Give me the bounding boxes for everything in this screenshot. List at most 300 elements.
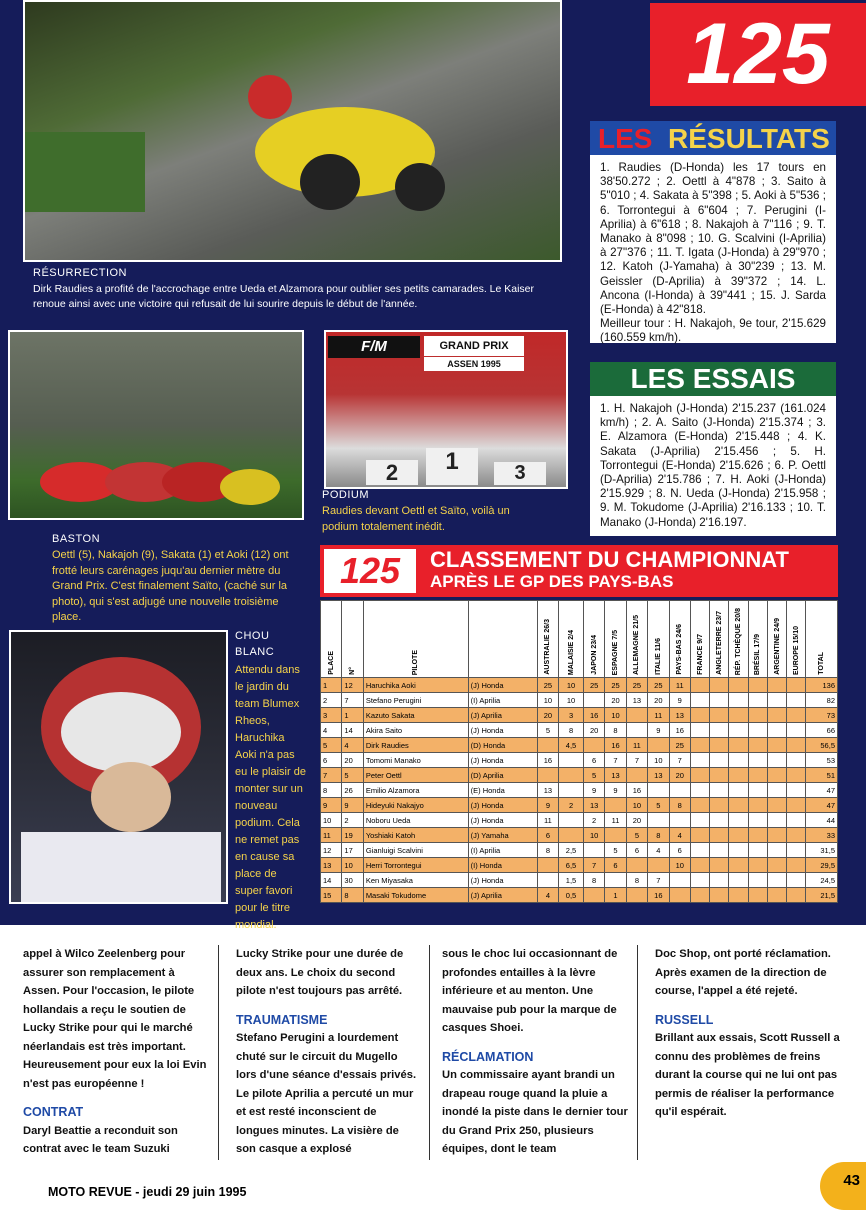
- table-cell: 25: [537, 678, 558, 693]
- table-cell: [787, 753, 806, 768]
- table-cell: 7: [648, 873, 669, 888]
- table-cell: (J) Aprilia: [468, 708, 537, 723]
- table-cell: [767, 723, 786, 738]
- table-cell: 9: [321, 798, 342, 813]
- table-cell: (J) Honda: [468, 873, 537, 888]
- table-cell: 9: [342, 798, 363, 813]
- table-cell: 1: [321, 678, 342, 693]
- race-photo-raudies: [23, 0, 562, 262]
- table-cell: [710, 768, 729, 783]
- table-cell: [710, 783, 729, 798]
- table-cell: [787, 708, 806, 723]
- table-cell: [787, 693, 806, 708]
- table-cell: [767, 738, 786, 753]
- table-cell: [787, 798, 806, 813]
- standings-header-label: PILOTE: [412, 649, 420, 675]
- table-cell: 7: [626, 753, 647, 768]
- table-cell: 10: [626, 798, 647, 813]
- table-cell: 16: [605, 738, 626, 753]
- table-cell: [767, 858, 786, 873]
- table-cell: [729, 798, 748, 813]
- table-cell: 73: [806, 708, 838, 723]
- table-cell: [729, 708, 748, 723]
- table-cell: [690, 873, 709, 888]
- table-cell: 15: [321, 888, 342, 903]
- standings-header: [320, 545, 838, 597]
- table-cell: 16: [648, 888, 669, 903]
- table-cell: [690, 843, 709, 858]
- table-cell: 12: [342, 678, 363, 693]
- table-cell: [537, 873, 558, 888]
- table-cell: 1,5: [559, 873, 584, 888]
- table-cell: 14: [342, 723, 363, 738]
- table-cell: 10: [559, 693, 584, 708]
- standings-header-cell: [729, 601, 748, 678]
- article-column-1: [23, 945, 213, 1159]
- table-cell: 20: [342, 753, 363, 768]
- table-cell: [648, 813, 669, 828]
- table-cell: Ken Miyasaka: [363, 873, 468, 888]
- table-cell: [787, 678, 806, 693]
- table-cell: Yoshiaki Katoh: [363, 828, 468, 843]
- article-paragraph: Un commissaire ayant brandi un drapeau rouge quand la pluie a inondé la piste dans le dernier tour du Grand Prix 250, plusieurs équipes, dont le team: [442, 1069, 628, 1155]
- table-cell: 33: [806, 828, 838, 843]
- table-cell: [787, 873, 806, 888]
- table-cell: [559, 813, 584, 828]
- table-cell: [690, 708, 709, 723]
- table-cell: 11: [648, 708, 669, 723]
- table-cell: [690, 693, 709, 708]
- table-cell: 11: [669, 678, 690, 693]
- table-cell: 4: [669, 828, 690, 843]
- table-cell: [710, 678, 729, 693]
- table-cell: 3: [321, 708, 342, 723]
- table-cell: 16: [583, 708, 604, 723]
- article-paragraph: Daryl Beattie a reconduit son contrat avec le team Suzuki: [23, 1124, 178, 1155]
- standings-header-cell: [321, 601, 342, 678]
- table-cell: [787, 828, 806, 843]
- table-cell: (J) Honda: [468, 798, 537, 813]
- table-cell: [690, 888, 709, 903]
- table-row: [321, 693, 838, 708]
- table-cell: 3: [559, 708, 584, 723]
- table-cell: Masaki Tokudome: [363, 888, 468, 903]
- caption-resurrection-text: Dirk Raudies a profité de l'accrochage entre Ueda et Alzamora pour oublier ses petits camarades. Le Kaiser renoue ainsi avec une victoire qui refusait de lui sourire depuis le début de l'année.: [33, 283, 535, 310]
- standings-header-label: N°: [349, 667, 357, 675]
- table-cell: 24,5: [806, 873, 838, 888]
- results-header-les: LES: [598, 123, 653, 154]
- race-photo-pack: [8, 330, 304, 520]
- standings-header-label: PLACE: [327, 651, 335, 675]
- standings-header-cell: [767, 601, 786, 678]
- table-cell: 6: [583, 753, 604, 768]
- table-cell: 5: [605, 843, 626, 858]
- table-cell: [690, 738, 709, 753]
- table-cell: 9: [605, 783, 626, 798]
- article-paragraph: Lucky Strike pour une durée de deux ans. Le choix du second pilote n'est toujours pas arrêté.: [236, 948, 404, 997]
- page-number: 43: [820, 1162, 866, 1210]
- table-cell: 11: [321, 828, 342, 843]
- standings-header-label: ANGLETERRE 23/7: [715, 611, 723, 675]
- caption-chou-title: CHOU BLANC: [235, 630, 275, 658]
- standings-title: CLASSEMENT DU CHAMPIONNAT: [430, 547, 789, 572]
- table-cell: Tomomi Manako: [363, 753, 468, 768]
- table-cell: [729, 783, 748, 798]
- table-cell: (J) Yamaha: [468, 828, 537, 843]
- podium-step-1: 1: [426, 448, 478, 485]
- table-row: [321, 738, 838, 753]
- table-cell: [787, 738, 806, 753]
- table-row: [321, 888, 838, 903]
- table-cell: (J) Aprilia: [468, 888, 537, 903]
- caption-resurrection-title: RÉSURRECTION: [33, 267, 128, 279]
- table-cell: 26: [342, 783, 363, 798]
- table-cell: [690, 798, 709, 813]
- table-cell: [710, 693, 729, 708]
- table-cell: 2: [342, 813, 363, 828]
- table-cell: 53: [806, 753, 838, 768]
- table-cell: 11: [537, 813, 558, 828]
- table-cell: 20: [669, 768, 690, 783]
- category-badge-125: 125: [650, 3, 866, 106]
- table-cell: 13: [321, 858, 342, 873]
- results-text: 1. Raudies (D-Honda) les 17 tours en 38'50.272 ; 2. Oettl à 4"878 ; 3. Saito à 5"010 ; 4. Sakata à 5"398 ; 5. Aoki à 5"536 ; 6. Torrontegui à 6"604 ; 7. Perugini (I-Aprilia) à 6"618 ; 8. Nakajoh à 7"116 ; 9. T. Manako à 8"098 ; 10. G. Scalvini (I-Aprilia) à 27"376 ; 11. T. Igata (J-Honda) à 29"970 ; 12. Katoh (J-Yamaha) à 30"239 ; 13. M. Geissler (D-Aprilia) à 39"372 ; 14. L. Ancona (I-Honda) à 39"441 ; 15. J. Sarda (E-Honda) à 42"818.: [600, 161, 826, 317]
- table-cell: 10: [559, 678, 584, 693]
- table-cell: Peter Oettl: [363, 768, 468, 783]
- table-cell: 2,5: [559, 843, 584, 858]
- table-cell: 14: [321, 873, 342, 888]
- standings-subtitle: APRÈS LE GP DES PAYS-BAS: [430, 572, 674, 591]
- table-cell: 5: [342, 768, 363, 783]
- article-column-2: [236, 945, 421, 1159]
- standings-header-cell: [583, 601, 604, 678]
- results-box: [590, 155, 836, 343]
- table-cell: 82: [806, 693, 838, 708]
- table-row: [321, 768, 838, 783]
- table-cell: [748, 768, 767, 783]
- article-paragraph: Stefano Perugini a lourdement chuté sur le circuit du Mugello lors d'une séance d'essais privés. Le pilote Aprilia a percuté un mur et est resté inconscient de longues minutes. La visière de son casque a explosé: [236, 1032, 417, 1155]
- table-cell: 20: [605, 693, 626, 708]
- table-cell: [787, 723, 806, 738]
- column-divider: [218, 945, 219, 1160]
- table-cell: [748, 798, 767, 813]
- table-cell: [648, 858, 669, 873]
- article-column-4: [655, 945, 845, 1122]
- table-cell: Herri Torrontegui: [363, 858, 468, 873]
- standings-header-label: JAPON 23/4: [590, 635, 598, 675]
- aoki-portrait-photo: [9, 630, 228, 904]
- table-cell: 9: [669, 693, 690, 708]
- table-cell: 10: [669, 858, 690, 873]
- table-cell: 10: [583, 828, 604, 843]
- caption-baston-text: Oettl (5), Nakajoh (9), Sakata (1) et Aoki (12) ont frotté leurs carénages juqu'au dernier mètre du Grand Prix. C'est finalement Saïto, (caché sur la photo), qui s'est adjugé une nouvelle troisième place.: [52, 549, 289, 623]
- table-cell: [710, 858, 729, 873]
- table-cell: 6: [669, 843, 690, 858]
- standings-header-label: BRÉSIL 17/9: [754, 633, 762, 675]
- podium-gp-sign: GRAND PRIX: [424, 336, 524, 356]
- essais-header: LES ESSAIS: [590, 362, 836, 396]
- table-cell: [767, 798, 786, 813]
- standings-header-cell: [363, 601, 468, 678]
- table-cell: [710, 843, 729, 858]
- table-cell: [648, 738, 669, 753]
- table-row: [321, 798, 838, 813]
- table-cell: 20: [648, 693, 669, 708]
- table-cell: [748, 858, 767, 873]
- table-cell: [626, 708, 647, 723]
- table-cell: 7: [342, 693, 363, 708]
- article-paragraph: appel à Wilco Zeelenberg pour assurer son remplacement à Assen. Pour l'occasion, le pilote hollandais a reçu le soutien de Lucky Strike pour qui le marché néerlandais est très important. Heureusement pour eux la loi Evin n'est pas européenne !: [23, 948, 207, 1090]
- table-cell: (I) Aprilia: [468, 843, 537, 858]
- table-cell: 10: [605, 708, 626, 723]
- table-cell: 5: [583, 768, 604, 783]
- table-cell: 10: [648, 753, 669, 768]
- table-cell: [748, 738, 767, 753]
- table-cell: 13: [537, 783, 558, 798]
- table-cell: [710, 798, 729, 813]
- podium-year-sign: ASSEN 1995: [424, 357, 524, 371]
- table-cell: 9: [537, 798, 558, 813]
- table-cell: 19: [342, 828, 363, 843]
- table-cell: [690, 828, 709, 843]
- table-cell: [710, 888, 729, 903]
- table-cell: [710, 828, 729, 843]
- standings-header-label: ARGENTINE 24/9: [773, 618, 781, 675]
- table-cell: 8: [559, 723, 584, 738]
- table-cell: 5: [626, 828, 647, 843]
- table-cell: [583, 693, 604, 708]
- table-cell: 7: [583, 858, 604, 873]
- table-cell: [537, 738, 558, 753]
- podium-step-3: 3: [494, 462, 546, 485]
- table-cell: [729, 753, 748, 768]
- table-cell: 11: [626, 738, 647, 753]
- table-cell: [669, 873, 690, 888]
- podium-fim-logo: F/M: [328, 336, 420, 358]
- table-cell: Noboru Ueda: [363, 813, 468, 828]
- table-cell: 4: [648, 843, 669, 858]
- caption-podium-text: Raudies devant Oettl et Saïto, voilà un podium totalement inédit.: [322, 505, 510, 533]
- table-cell: 6: [537, 828, 558, 843]
- table-cell: [690, 753, 709, 768]
- table-row: [321, 783, 838, 798]
- table-cell: 4: [321, 723, 342, 738]
- table-cell: 2: [583, 813, 604, 828]
- table-cell: 47: [806, 798, 838, 813]
- table-cell: 10: [537, 693, 558, 708]
- table-cell: [767, 813, 786, 828]
- pack-photo-art: [10, 332, 302, 518]
- table-cell: 7: [321, 768, 342, 783]
- standings-header-cell: [787, 601, 806, 678]
- table-cell: 20: [583, 723, 604, 738]
- table-cell: [748, 783, 767, 798]
- table-cell: [729, 693, 748, 708]
- standings-header-label: TOTAL: [818, 652, 826, 675]
- table-cell: 6,5: [559, 858, 584, 873]
- standings-header-label: EUROPE 15/10: [792, 625, 800, 675]
- table-cell: Akira Saito: [363, 723, 468, 738]
- table-cell: [690, 783, 709, 798]
- standings-header-label: ITALIE 11/6: [654, 638, 662, 675]
- podium-photo: [324, 330, 568, 489]
- table-cell: 13: [648, 768, 669, 783]
- table-cell: (J) Honda: [468, 753, 537, 768]
- standings-header-cell: [690, 601, 709, 678]
- table-cell: 8: [583, 873, 604, 888]
- table-cell: [605, 828, 626, 843]
- table-cell: 11: [605, 813, 626, 828]
- results-header: [590, 121, 836, 155]
- table-cell: [710, 813, 729, 828]
- standings-header-label: FRANCE 9/7: [696, 634, 704, 675]
- table-cell: [787, 888, 806, 903]
- caption-podium-title: PODIUM: [322, 489, 369, 501]
- caption-chou-text: Attendu dans le jardin du team Blumex Rheos, Haruchika Aoki n'a pas eu le plaisir de monter sur un nouveau podium. Cela ne remet pas en cause sa place de super favori pour le titre mondial.: [235, 664, 306, 931]
- table-cell: [787, 813, 806, 828]
- table-cell: 4,5: [559, 738, 584, 753]
- essais-text: 1. H. Nakajoh (J-Honda) 2'15.237 (161.024 km/h) ; 2. A. Saito (J-Honda) 2'15.374 ; 3. E. Alzamora (E-Honda) 2'15.448 ; 4. K. Sakata (J-Aprilia) 2'15.456 ; 5. H. Torrontegui (E-Honda) 2'15.626 ; 6. P. Oettl (D-Aprilia) 2'15.786 ; 7. H. Aoki (J-Honda) 2'15.929 ; 8. N. Ueda (J-Honda) 2'15.958 ; 9. M. Tokudome (J-Aprilia) 2'16.133 ; 10. T. Manako (J-Honda) 2'16.197.: [590, 396, 836, 536]
- standings-header-cell: [537, 601, 558, 678]
- standings-header-label: PAYS-BAS 24/6: [676, 624, 684, 675]
- table-cell: Stefano Perugini: [363, 693, 468, 708]
- standings-header-cell: [605, 601, 626, 678]
- table-cell: 30: [342, 873, 363, 888]
- table-cell: (J) Honda: [468, 678, 537, 693]
- table-row: [321, 723, 838, 738]
- aoki-photo-art: [11, 632, 226, 902]
- article-paragraph: sous le choc lui occasionnant de profondes entailles à la lèvre inférieure et au menton. Une mauvaise pub pour la marque de casques Shoei.: [442, 948, 618, 1034]
- standings-header-cell: [710, 601, 729, 678]
- table-cell: 8: [605, 723, 626, 738]
- table-cell: 8: [342, 888, 363, 903]
- table-cell: [767, 768, 786, 783]
- table-cell: 4: [342, 738, 363, 753]
- section-heading: RÉCLAMATION: [442, 1049, 534, 1064]
- table-cell: [559, 828, 584, 843]
- table-cell: [690, 813, 709, 828]
- table-cell: [559, 783, 584, 798]
- table-cell: [559, 768, 584, 783]
- table-cell: [669, 813, 690, 828]
- standings-header-label: RÉP. TCHÈQUE 20/8: [735, 607, 743, 675]
- table-cell: [729, 813, 748, 828]
- table-cell: Emilio Alzamora: [363, 783, 468, 798]
- table-cell: [767, 828, 786, 843]
- table-row: [321, 873, 838, 888]
- standings-header-label: MALAISIE 2/4: [567, 629, 575, 675]
- table-row: [321, 813, 838, 828]
- table-cell: [690, 768, 709, 783]
- table-cell: [767, 753, 786, 768]
- table-cell: Kazuto Sakata: [363, 708, 468, 723]
- table-cell: [583, 843, 604, 858]
- table-cell: Dirk Raudies: [363, 738, 468, 753]
- table-cell: 66: [806, 723, 838, 738]
- table-cell: 6: [605, 858, 626, 873]
- column-divider: [429, 945, 430, 1160]
- table-cell: [787, 843, 806, 858]
- table-cell: 13: [626, 693, 647, 708]
- table-cell: [729, 873, 748, 888]
- standings-table-wrap: [320, 600, 838, 903]
- standings-header-cell: [468, 601, 537, 678]
- section-heading: TRAUMATISME: [236, 1012, 328, 1027]
- table-cell: 16: [537, 753, 558, 768]
- table-cell: [669, 888, 690, 903]
- table-cell: 13: [605, 768, 626, 783]
- table-cell: [767, 693, 786, 708]
- table-cell: [748, 888, 767, 903]
- table-cell: Hideyuki Nakajyo: [363, 798, 468, 813]
- table-cell: (J) Honda: [468, 723, 537, 738]
- table-cell: [710, 873, 729, 888]
- table-cell: 20: [626, 813, 647, 828]
- table-cell: 25: [583, 678, 604, 693]
- table-cell: 6: [321, 753, 342, 768]
- table-cell: [729, 858, 748, 873]
- table-cell: 4: [537, 888, 558, 903]
- table-cell: [537, 858, 558, 873]
- table-cell: [583, 738, 604, 753]
- table-cell: 5: [321, 738, 342, 753]
- table-cell: [787, 783, 806, 798]
- table-cell: [690, 678, 709, 693]
- table-cell: 8: [648, 828, 669, 843]
- table-cell: [748, 693, 767, 708]
- table-cell: 56,5: [806, 738, 838, 753]
- table-cell: [748, 813, 767, 828]
- standings-header-cell: [806, 601, 838, 678]
- table-cell: [748, 708, 767, 723]
- table-row: [321, 843, 838, 858]
- table-cell: 9: [648, 723, 669, 738]
- table-cell: [729, 738, 748, 753]
- table-cell: (I) Honda: [468, 858, 537, 873]
- table-cell: 8: [537, 843, 558, 858]
- table-row: [321, 858, 838, 873]
- table-cell: [729, 828, 748, 843]
- table-cell: [787, 858, 806, 873]
- table-cell: 8: [321, 783, 342, 798]
- table-cell: 25: [648, 678, 669, 693]
- table-cell: [626, 858, 647, 873]
- table-cell: [748, 753, 767, 768]
- table-cell: [710, 723, 729, 738]
- table-cell: 7: [669, 753, 690, 768]
- table-cell: 16: [669, 723, 690, 738]
- table-cell: [605, 873, 626, 888]
- table-cell: 47: [806, 783, 838, 798]
- standings-header-label: ESPAGNE 7/5: [612, 629, 620, 675]
- standings-header-cell: [342, 601, 363, 678]
- standings-header-cell: [669, 601, 690, 678]
- table-cell: [710, 738, 729, 753]
- standings-header-label: ALLEMAGNE 21/5: [633, 615, 641, 675]
- table-cell: [626, 723, 647, 738]
- table-cell: 17: [342, 843, 363, 858]
- table-cell: 25: [669, 738, 690, 753]
- table-cell: [787, 768, 806, 783]
- table-cell: 29,5: [806, 858, 838, 873]
- table-cell: 12: [321, 843, 342, 858]
- table-cell: [748, 678, 767, 693]
- table-cell: 136: [806, 678, 838, 693]
- table-cell: 31,5: [806, 843, 838, 858]
- table-cell: 13: [669, 708, 690, 723]
- table-cell: 5: [648, 798, 669, 813]
- table-cell: 8: [669, 798, 690, 813]
